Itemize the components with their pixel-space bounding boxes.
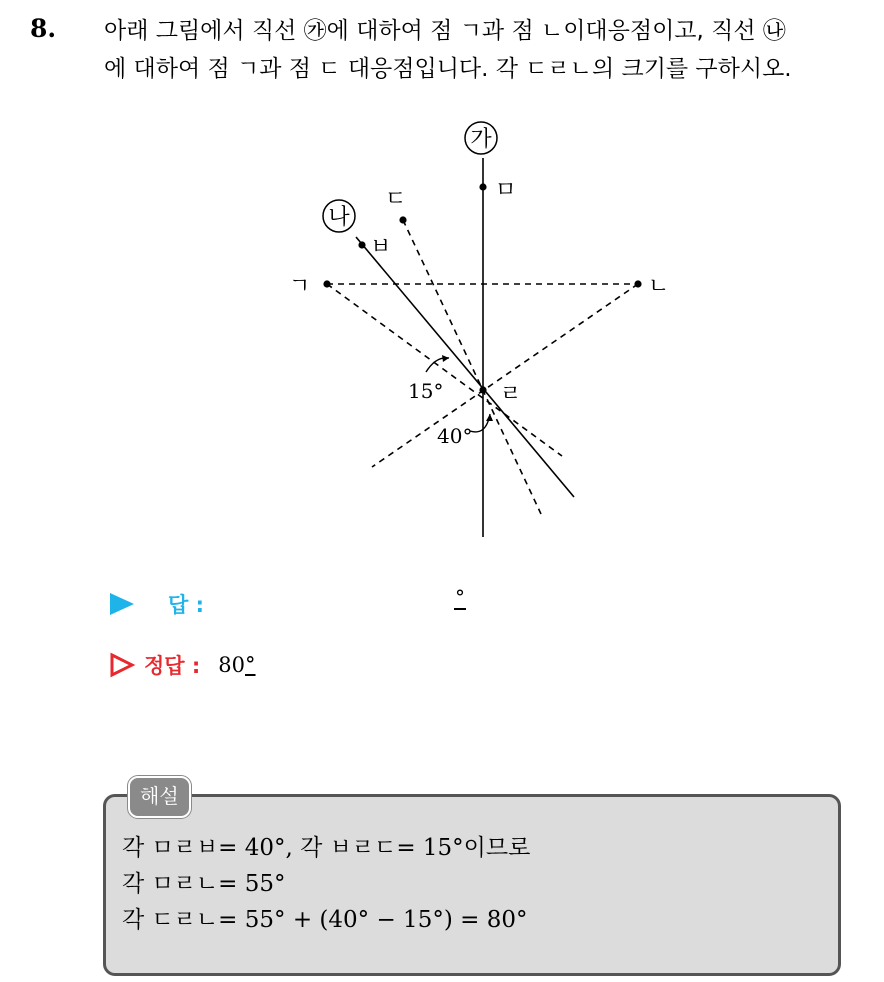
explanation-tag: 해설 (128, 776, 191, 818)
angle-label-15: 15° (408, 379, 444, 403)
correct-answer-row (110, 650, 256, 680)
explanation-line-3: 각 ㄷㄹㄴ= 55° + (40° − 15°) = 80° (122, 907, 528, 933)
angle-arrow-15 (442, 355, 449, 362)
dashed-line-digeut-rieul (403, 220, 541, 514)
line-na (356, 237, 574, 497)
explanation-text (122, 830, 530, 938)
angle-label-40: 40° (437, 424, 473, 448)
dashed-line-nieun-rieul (372, 284, 638, 467)
line-ga-label: 가 (470, 127, 492, 152)
line-na-label: 나 (328, 205, 350, 230)
correct-answer-value (218, 653, 255, 677)
point-bieup (358, 241, 365, 248)
point-rieul (479, 386, 486, 393)
answer-blank-field[interactable]: ° (455, 585, 465, 609)
point-giyeok (323, 280, 330, 287)
point-mieum (479, 183, 486, 190)
point-nieun (634, 280, 641, 287)
question-line-2: 에 대하여 점 ㄱ과 점 ㄷ 대응점입니다. 각 ㄷㄹㄴ의 크기를 구하시오. (104, 56, 792, 82)
answer-label: 답 : (168, 593, 204, 617)
correct-answer-label: 정답 : (144, 654, 201, 678)
point-digeut (399, 216, 406, 223)
explanation-line-2: 각 ㅁㄹㄴ= 55° (122, 871, 286, 897)
correct-answer-number: 80 (218, 653, 246, 677)
label-mieum: ㅁ (495, 178, 517, 203)
correct-marker-icon (110, 653, 134, 677)
geometry-figure (280, 115, 670, 545)
label-digeut: ㄷ (385, 187, 407, 212)
label-giyeok: ㄱ (289, 274, 311, 299)
label-rieul: ㄹ (500, 382, 522, 407)
angle-arc-40 (470, 414, 490, 432)
label-nieun: ㄴ (648, 274, 670, 299)
answer-marker-icon (110, 593, 134, 615)
question-text (104, 12, 874, 88)
correct-answer-unit: ° (245, 653, 256, 677)
label-bieup: ㅂ (370, 235, 392, 260)
answer-row (110, 589, 204, 619)
question-line-1: 아래 그림에서 직선 ㉮에 대하여 점 ㄱ과 점 ㄴ이대응점이고, 직선 ㉯ (104, 18, 786, 44)
explanation-line-1: 각 ㅁㄹㅂ= 40°, 각 ㅂㄹㄷ= 15°이므로 (122, 835, 531, 861)
angle-arrow-40 (486, 414, 493, 421)
question-number: 8. (30, 14, 57, 43)
